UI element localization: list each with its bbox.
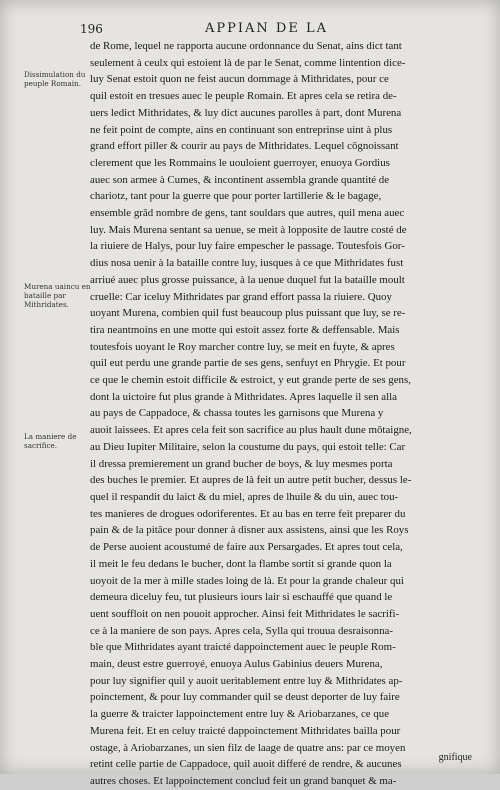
- page-number: 196: [80, 22, 103, 36]
- text-line: grand effort piller & courir au pays de Mithridates. Lequel cōgnoissant: [90, 140, 399, 153]
- text-line: pain & de la pitāce pour donner à disner aux assistens, ainsi que les Roys: [90, 524, 409, 537]
- margin-note: Dissimulation du peuple Romain.: [24, 70, 86, 88]
- text-line: de Perse auoient acoustumé de faire aux Persargades. Et apres tout cela,: [90, 541, 403, 554]
- text-line: main, deust estre guerroyé, enuoya Aulus Gabinius deuers Murena,: [90, 658, 383, 671]
- text-line: dont la uictoire fut plus grande à Mithridates. Apres laquelle il sen alla: [90, 390, 397, 403]
- text-line: auec son armee à Cumes, & incontinent assembla grande quantité de: [90, 173, 390, 186]
- text-line: poinctement, & pour luy commander quil se deust deporter de luy faire: [90, 691, 400, 704]
- margin-note: La maniere de sacrifice.: [24, 432, 77, 450]
- text-line: de Rome, lequel ne rapporta aucune ordonnance du Senat, ains dict tant: [90, 40, 402, 52]
- text-line: demeura diceluy feu, tut plusieurs iours lair si eschauffé que quand le: [90, 591, 393, 604]
- text-line: auoit laissees. Et apres cela feit son sacrifice au plus hault dune mōtaigne,: [90, 424, 412, 437]
- text-line: Murena feit. Et en celuy traicté dappoinctement Mithridates bailla pour: [90, 724, 401, 737]
- text-line: au pays de Cappadoce, & chassa toutes les garnisons que Murena y: [90, 407, 384, 420]
- text-line: arriué auec plus grosse puissance, à la uenue duquel fut la bataille moult: [90, 273, 405, 286]
- text-line: toutesfois uoyant le Roy marcher contre luy, se meit en fuyte, & apres: [90, 340, 395, 353]
- text-line: dius nosa uenir à la bataille contre luy, iusques à ce que Mithridates fust: [90, 257, 404, 270]
- text-line: uoyant Murena, combien quil fust beaucoup plus puissant que luy, se re-: [90, 307, 406, 320]
- text-line: clerement que les Rommains le uouloient guerroyer, enuoya Gordius: [90, 156, 390, 169]
- catchword: gnifique: [438, 752, 472, 763]
- text-line: luy. Mais Murena sentant sa uenue, se meit à lopposite de lautre costé de: [90, 223, 407, 236]
- text-line: autres choses. Et lappoinctement conclud feit un grand banquet & ma-: [90, 774, 397, 787]
- text-line: des buches le premier. Et aupres de là feit un autre petit bucher, dessus le-: [90, 474, 412, 487]
- text-line: quil eut perdu une grande partie de ses gens, senfuyt en Phrygie. Et pour: [90, 357, 406, 370]
- margin-note: Murena uaincu en bataille par Mithridates.: [24, 282, 91, 309]
- text-line: ne feit point de compte, ains en continuant son entreprinse uint à plus: [90, 123, 393, 136]
- running-head: APPIAN DE LA: [205, 21, 328, 36]
- text-line: retint celle partie de Cappadoce, quil auoit differé de rendre, & aucunes: [90, 758, 402, 771]
- text-line: ce à la maniere de son pays. Apres cela, Sylla qui trouua desraisonna-: [90, 624, 394, 637]
- text-line: seulement à ceulx qui estoient là de par le Senat, comme lintention dice-: [90, 56, 406, 69]
- text-line: uoyoit de la mer à mille stades loing de là. Et pour la grande chaleur qui: [90, 574, 404, 587]
- text-line: au Dieu Iupiter Militaire, selon la coustume du pays, qui estoit telle: Car: [90, 440, 406, 453]
- text-line: pour luy signifier quil y auoit ueritablement entre luy & Mithridates ap-: [90, 674, 403, 687]
- text-line: luy Senat estoit quon ne feist aucun dommage à Mithridates, pour ce: [90, 73, 389, 86]
- text-line: il dressa premierement un grand bucher de boys, & luy mesmes porta: [90, 457, 393, 470]
- text-line: uent souffloit on nen pouoit approcher. Ainsi feit Mithridates le sacrifi-: [90, 607, 400, 620]
- text-line: ce que le chemin estoit difficile & estroict, y eut grande perte de ses gens,: [90, 374, 411, 387]
- text-line: ble que Mithridates ayant traicté dappoinctement auec le peuple Rom-: [90, 641, 396, 654]
- text-line: quil estoit en tresues auec le peuple Romain. Et apres cela se retira de-: [90, 90, 397, 103]
- main-text-column: [90, 38, 475, 790]
- text-line: ostage, à Ariobarzanes, un sien filz de laage de quatre ans: par ce moyen: [90, 741, 406, 754]
- text-line: il meit le feu dedans le bucher, dont la flambe sortit si grande quon la: [90, 557, 392, 570]
- text-line: tes manieres de drogues odoriferentes. Et au bas en terre feit preparer du: [90, 507, 406, 520]
- text-line: chariotz, tant pour la guerre que pour porter lartillerie & le bagage,: [90, 190, 382, 203]
- text-line: la guerre & traicter lappoinctement entre luy & Ariobarzanes, ce que: [90, 708, 390, 721]
- text-line: tira neantmoins en une motte qui estoit assez forte & deffensable. Mais: [90, 323, 400, 336]
- text-line: uers ledict Mithridates, & luy dict aucunes parolles à part, dont Murena: [90, 106, 402, 119]
- text-line: ensemble grād nombre de gens, tant souldars que autres, quil mena auec: [90, 207, 405, 220]
- text-line: quel il respandit du laict & du miel, apres de lhuile & du uin, auec tou-: [90, 490, 399, 503]
- text-line: cruelle: Car iceluy Mithridates par grand effort passa la riuiere. Quoy: [90, 290, 392, 303]
- text-line: la riuiere de Halys, pour luy faire empescher le passage. Toutesfois Gor-: [90, 240, 405, 253]
